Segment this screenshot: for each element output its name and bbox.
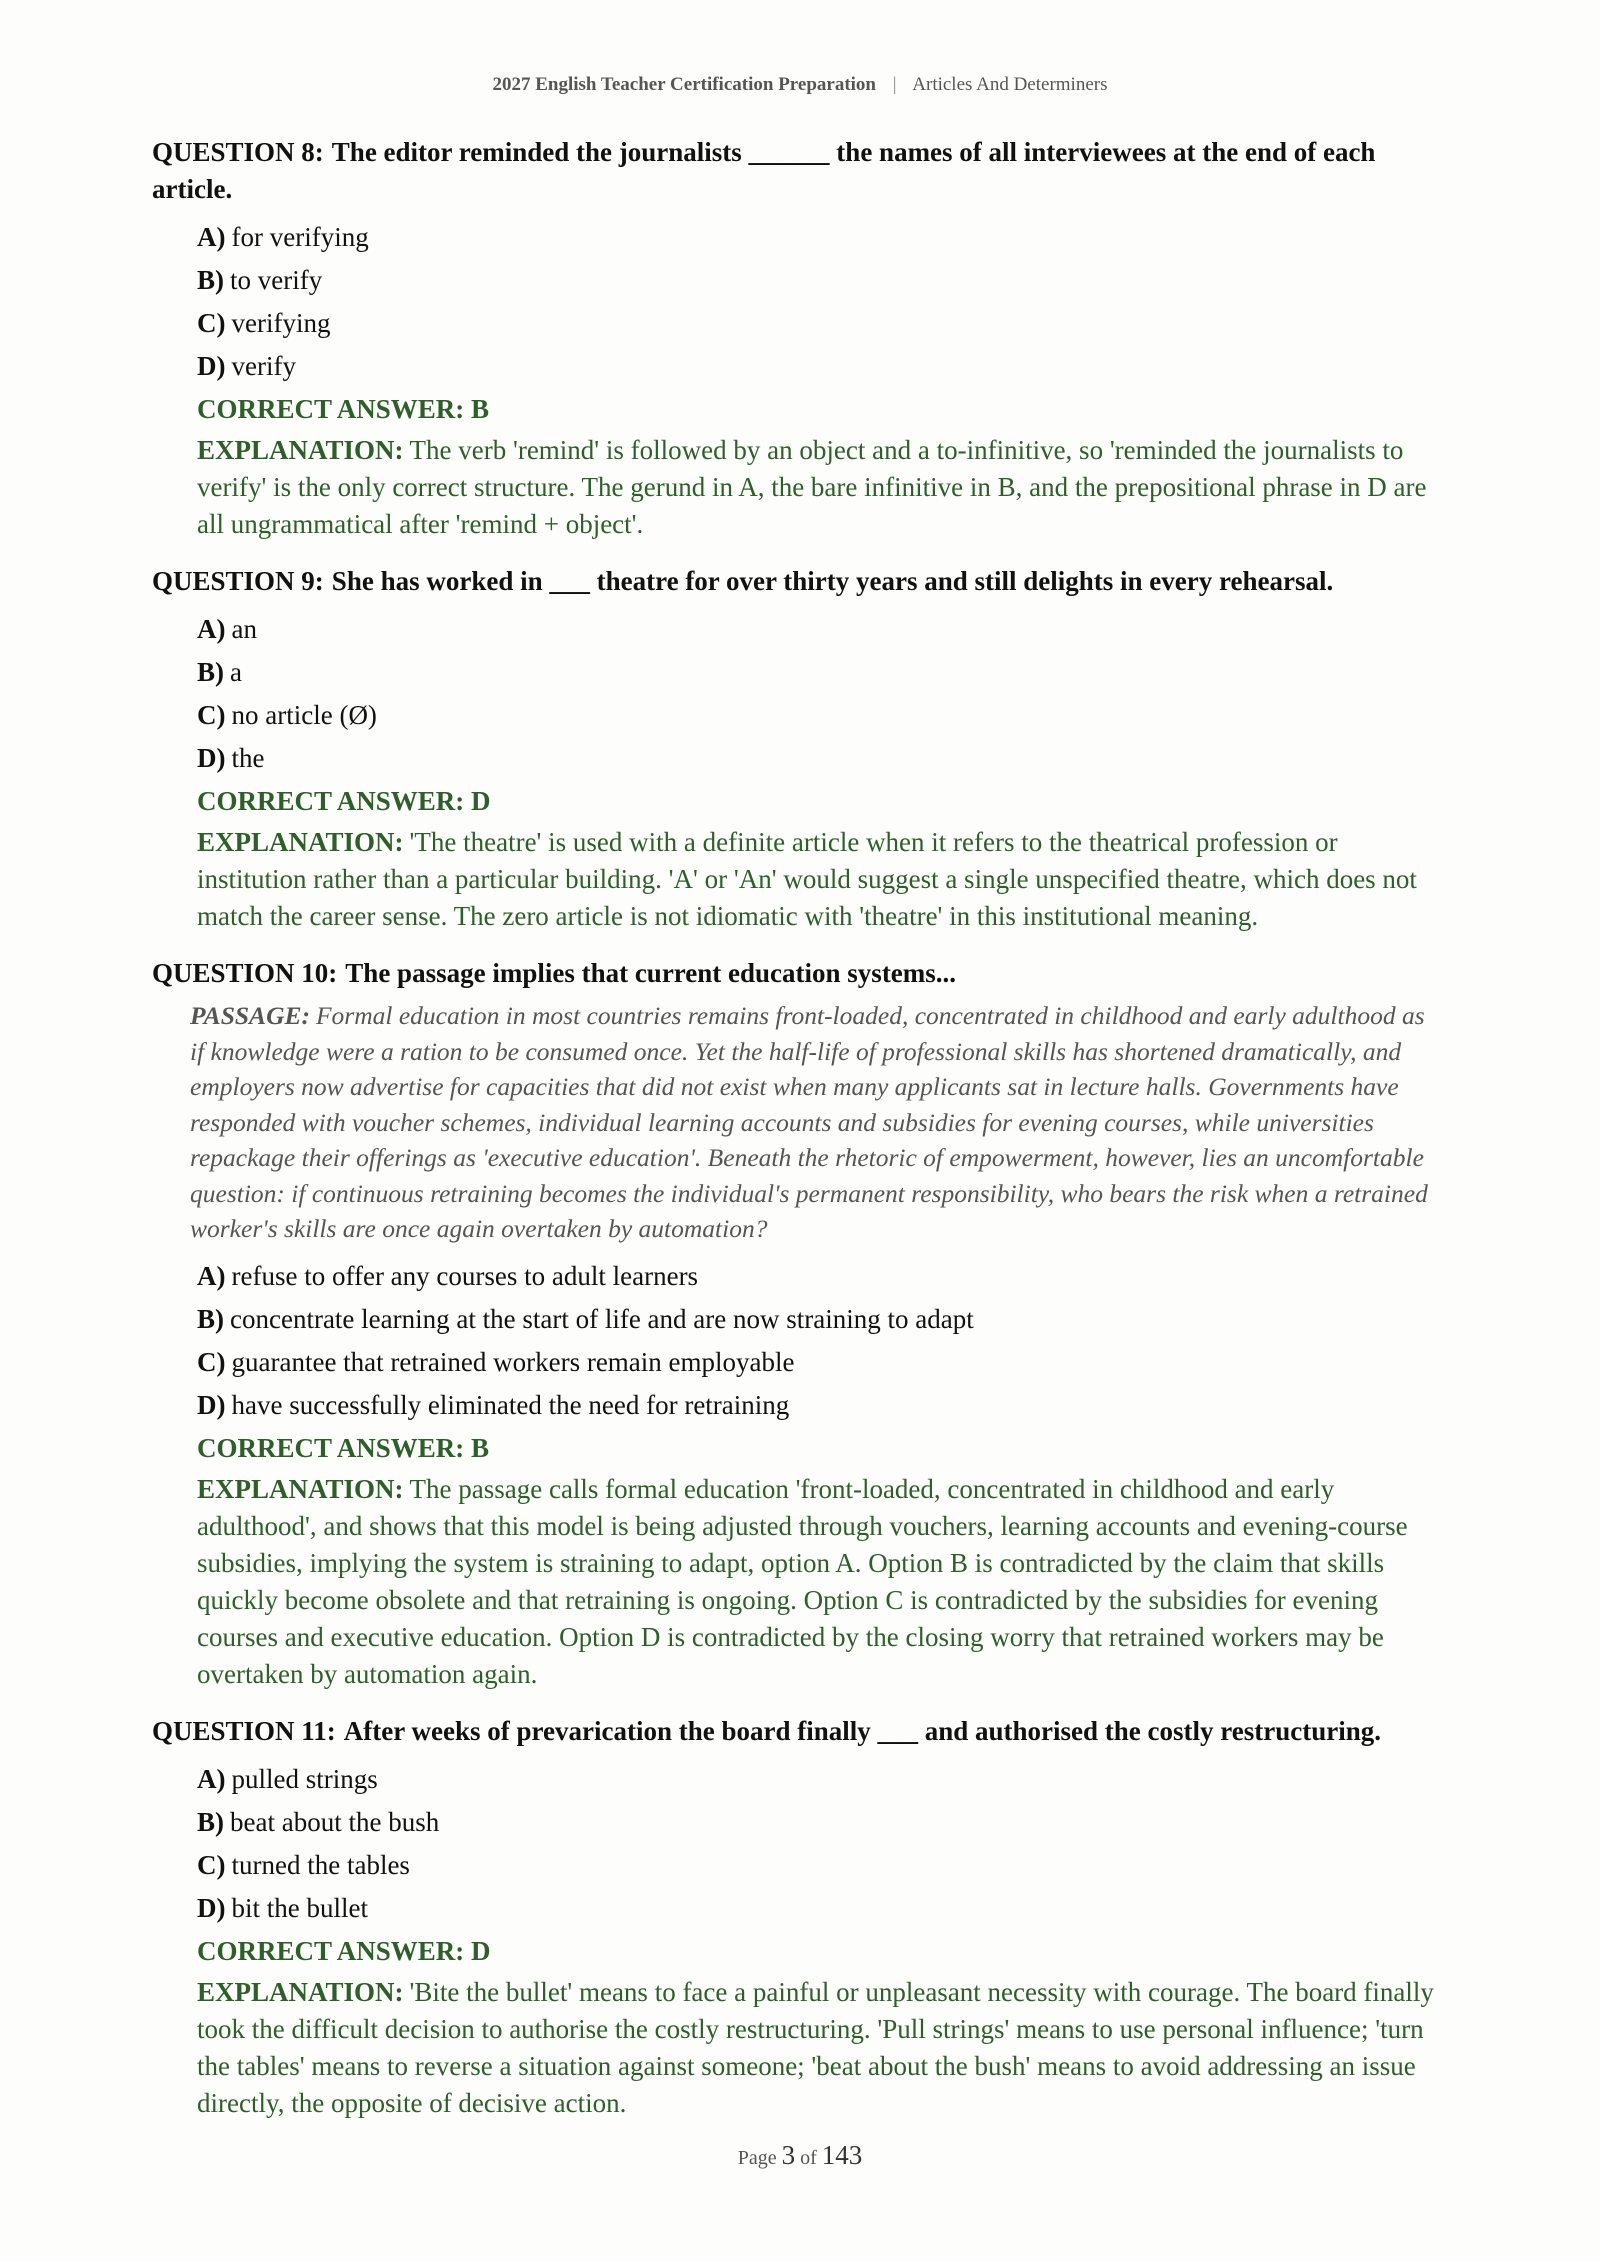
- answer-options: [197, 1255, 1442, 1427]
- explanation-text: The verb 'remind' is followed by an object and a to-infinitive, so 'reminded the journalists to verify' is the only correct structure. The gerund in A, the bare infinitive in B, and the prepositional phrase in D are all ungrammatical after 'remind + object'.: [197, 435, 1427, 539]
- option-text: for verifying: [231, 222, 369, 252]
- question-text: After weeks of prevarication the board finally ___ and authorised the costly restructuring.: [343, 1715, 1381, 1746]
- option-b: [197, 1298, 1442, 1341]
- reading-passage: [190, 998, 1442, 1247]
- option-text: have successfully eliminated the need for retraining: [231, 1389, 790, 1420]
- option-d: [197, 1887, 1442, 1930]
- correct-answer: CORRECT ANSWER: B: [197, 394, 490, 424]
- option-c: [197, 1844, 1442, 1887]
- option-a: [197, 216, 1442, 259]
- correct-answer: CORRECT ANSWER: B: [197, 1432, 490, 1463]
- total-pages: 143: [821, 2140, 863, 2170]
- option-text: concentrate learning at the start of life and are now straining to adapt: [230, 1303, 974, 1334]
- question-8: [152, 134, 1442, 543]
- option-letter: B): [197, 1303, 224, 1334]
- option-letter: B): [197, 1806, 224, 1837]
- option-letter: A): [197, 614, 226, 644]
- option-b: [197, 259, 1442, 302]
- option-letter: A): [197, 1763, 226, 1794]
- question-11: [152, 1713, 1442, 2122]
- page-footer: [0, 2140, 1600, 2171]
- correct-answer: CORRECT ANSWER: D: [197, 786, 491, 816]
- option-text: refuse to offer any courses to adult learners: [231, 1260, 699, 1291]
- explanation-text: The passage calls formal education 'front-loaded, concentrated in childhood and early adulthood', and shows that this model is being adjusted through vouchers, learning accounts and evening-course subsidies, implying the system is straining to adapt, option A. Option B is contradicted by the claim that skills quickly become obsolete and that retraining is ongoing. Option C is contradicted by the subsidies for evening courses and executive education. Option D is contradicted by the closing worry that retrained workers may be overtaken by automation again.: [197, 1473, 1408, 1689]
- option-text: verifying: [231, 308, 331, 338]
- option-d: [197, 345, 1442, 388]
- explanation-label: EXPLANATION:: [197, 1473, 404, 1504]
- explanation-text: 'The theatre' is used with a definite article when it refers to the theatrical profession or institution rather than a particular building. 'A' or 'An' would suggest a single unspecified theatre, which does not match the career sense. The zero article is not idiomatic with 'theatre' in this institutional meaning.: [197, 827, 1417, 931]
- question-number: QUESTION 11:: [152, 1715, 336, 1746]
- option-text: verify: [231, 351, 296, 381]
- question-title: [152, 563, 1442, 600]
- option-text: no article (Ø): [231, 700, 377, 730]
- question-title: [152, 955, 1442, 992]
- passage-label: PASSAGE:: [190, 1001, 310, 1030]
- explanation: [197, 1974, 1442, 2122]
- option-letter: D): [197, 1892, 226, 1923]
- option-b: [197, 651, 1442, 694]
- explanation-label: EXPLANATION:: [197, 1976, 404, 2007]
- question-number: QUESTION 10:: [152, 958, 338, 988]
- page-header: [0, 74, 1600, 96]
- explanation: [197, 432, 1442, 543]
- option-text: beat about the bush: [230, 1806, 440, 1837]
- option-text: guarantee that retrained workers remain employable: [231, 1346, 795, 1377]
- option-text: to verify: [230, 265, 323, 295]
- option-letter: A): [197, 222, 226, 252]
- option-d: [197, 737, 1442, 780]
- question-text: The passage implies that current education systems...: [345, 958, 957, 988]
- option-c: [197, 694, 1442, 737]
- question-10: [152, 955, 1442, 1693]
- option-letter: D): [197, 1389, 226, 1420]
- page-word: Page: [737, 2147, 777, 2169]
- header-separator: |: [892, 74, 897, 95]
- option-letter: C): [197, 1346, 226, 1377]
- option-letter: C): [197, 700, 226, 730]
- page-number: 3: [781, 2140, 796, 2170]
- explanation-text: 'Bite the bullet' means to face a painful or unpleasant necessity with courage. The board finally took the difficult decision to authorise the costly restructuring. 'Pull strings' means to use personal influence; 'turn the tables' means to reverse a situation against someone; 'beat about the bush' means to avoid addressing an issue directly, the opposite of decisive action.: [197, 1976, 1434, 2118]
- passage-text: Formal education in most countries remains front-loaded, concentrated in childhood and early adulthood as if knowledge were a ration to be consumed once. Yet the half-life of professional skills has shortened dramatically, and employers now advertise for capacities that did not exist when many applicants sat in lecture halls. Governments have responded with voucher schemes, individual learning accounts and subsidies for evening courses, while universities repackage their offerings as 'executive education'. Beneath the rhetoric of empowerment, however, lies an uncomfortable question: if continuous retraining becomes the individual's permanent responsibility, who bears the risk when a retrained worker's skills are once again overtaken by automation?: [190, 1001, 1428, 1243]
- option-text: turned the tables: [231, 1849, 410, 1880]
- option-letter: B): [197, 265, 224, 295]
- option-d: [197, 1384, 1442, 1427]
- explanation-label: EXPLANATION:: [197, 827, 404, 857]
- correct-answer: CORRECT ANSWER: D: [197, 1935, 491, 1966]
- option-c: [197, 302, 1442, 345]
- option-letter: D): [197, 743, 226, 773]
- question-title: [152, 134, 1442, 208]
- option-text: bit the bullet: [231, 1892, 368, 1923]
- option-letter: A): [197, 1260, 226, 1291]
- answer-options: [197, 1758, 1442, 1930]
- option-text: the: [231, 743, 265, 773]
- option-letter: C): [197, 308, 226, 338]
- option-text: pulled strings: [231, 1763, 378, 1794]
- explanation: [197, 1471, 1442, 1693]
- question-text: The editor reminded the journalists ______ the names of all interviewees at the end of each article.: [152, 137, 1376, 204]
- option-letter: D): [197, 351, 226, 381]
- section-title: Articles And Determiners: [912, 74, 1108, 95]
- option-a: [197, 608, 1442, 651]
- question-9: [152, 563, 1442, 935]
- question-number: QUESTION 9:: [152, 566, 324, 596]
- explanation-label: EXPLANATION:: [197, 435, 404, 465]
- question-number: QUESTION 8:: [152, 137, 324, 167]
- option-a: [197, 1758, 1442, 1801]
- option-text: a: [230, 657, 242, 687]
- question-text: She has worked in ___ theatre for over thirty years and still delights in every rehearsal.: [331, 566, 1334, 596]
- questions-list: [152, 134, 1442, 2142]
- option-b: [197, 1801, 1442, 1844]
- of-word: of: [800, 2147, 817, 2169]
- option-letter: B): [197, 657, 224, 687]
- option-a: [197, 1255, 1442, 1298]
- option-letter: C): [197, 1849, 226, 1880]
- document-title: 2027 English Teacher Certification Preparation: [492, 74, 876, 95]
- question-title: [152, 1713, 1442, 1750]
- option-c: [197, 1341, 1442, 1384]
- explanation: [197, 824, 1442, 935]
- answer-options: [197, 608, 1442, 780]
- option-text: an: [231, 614, 257, 644]
- answer-options: [197, 216, 1442, 388]
